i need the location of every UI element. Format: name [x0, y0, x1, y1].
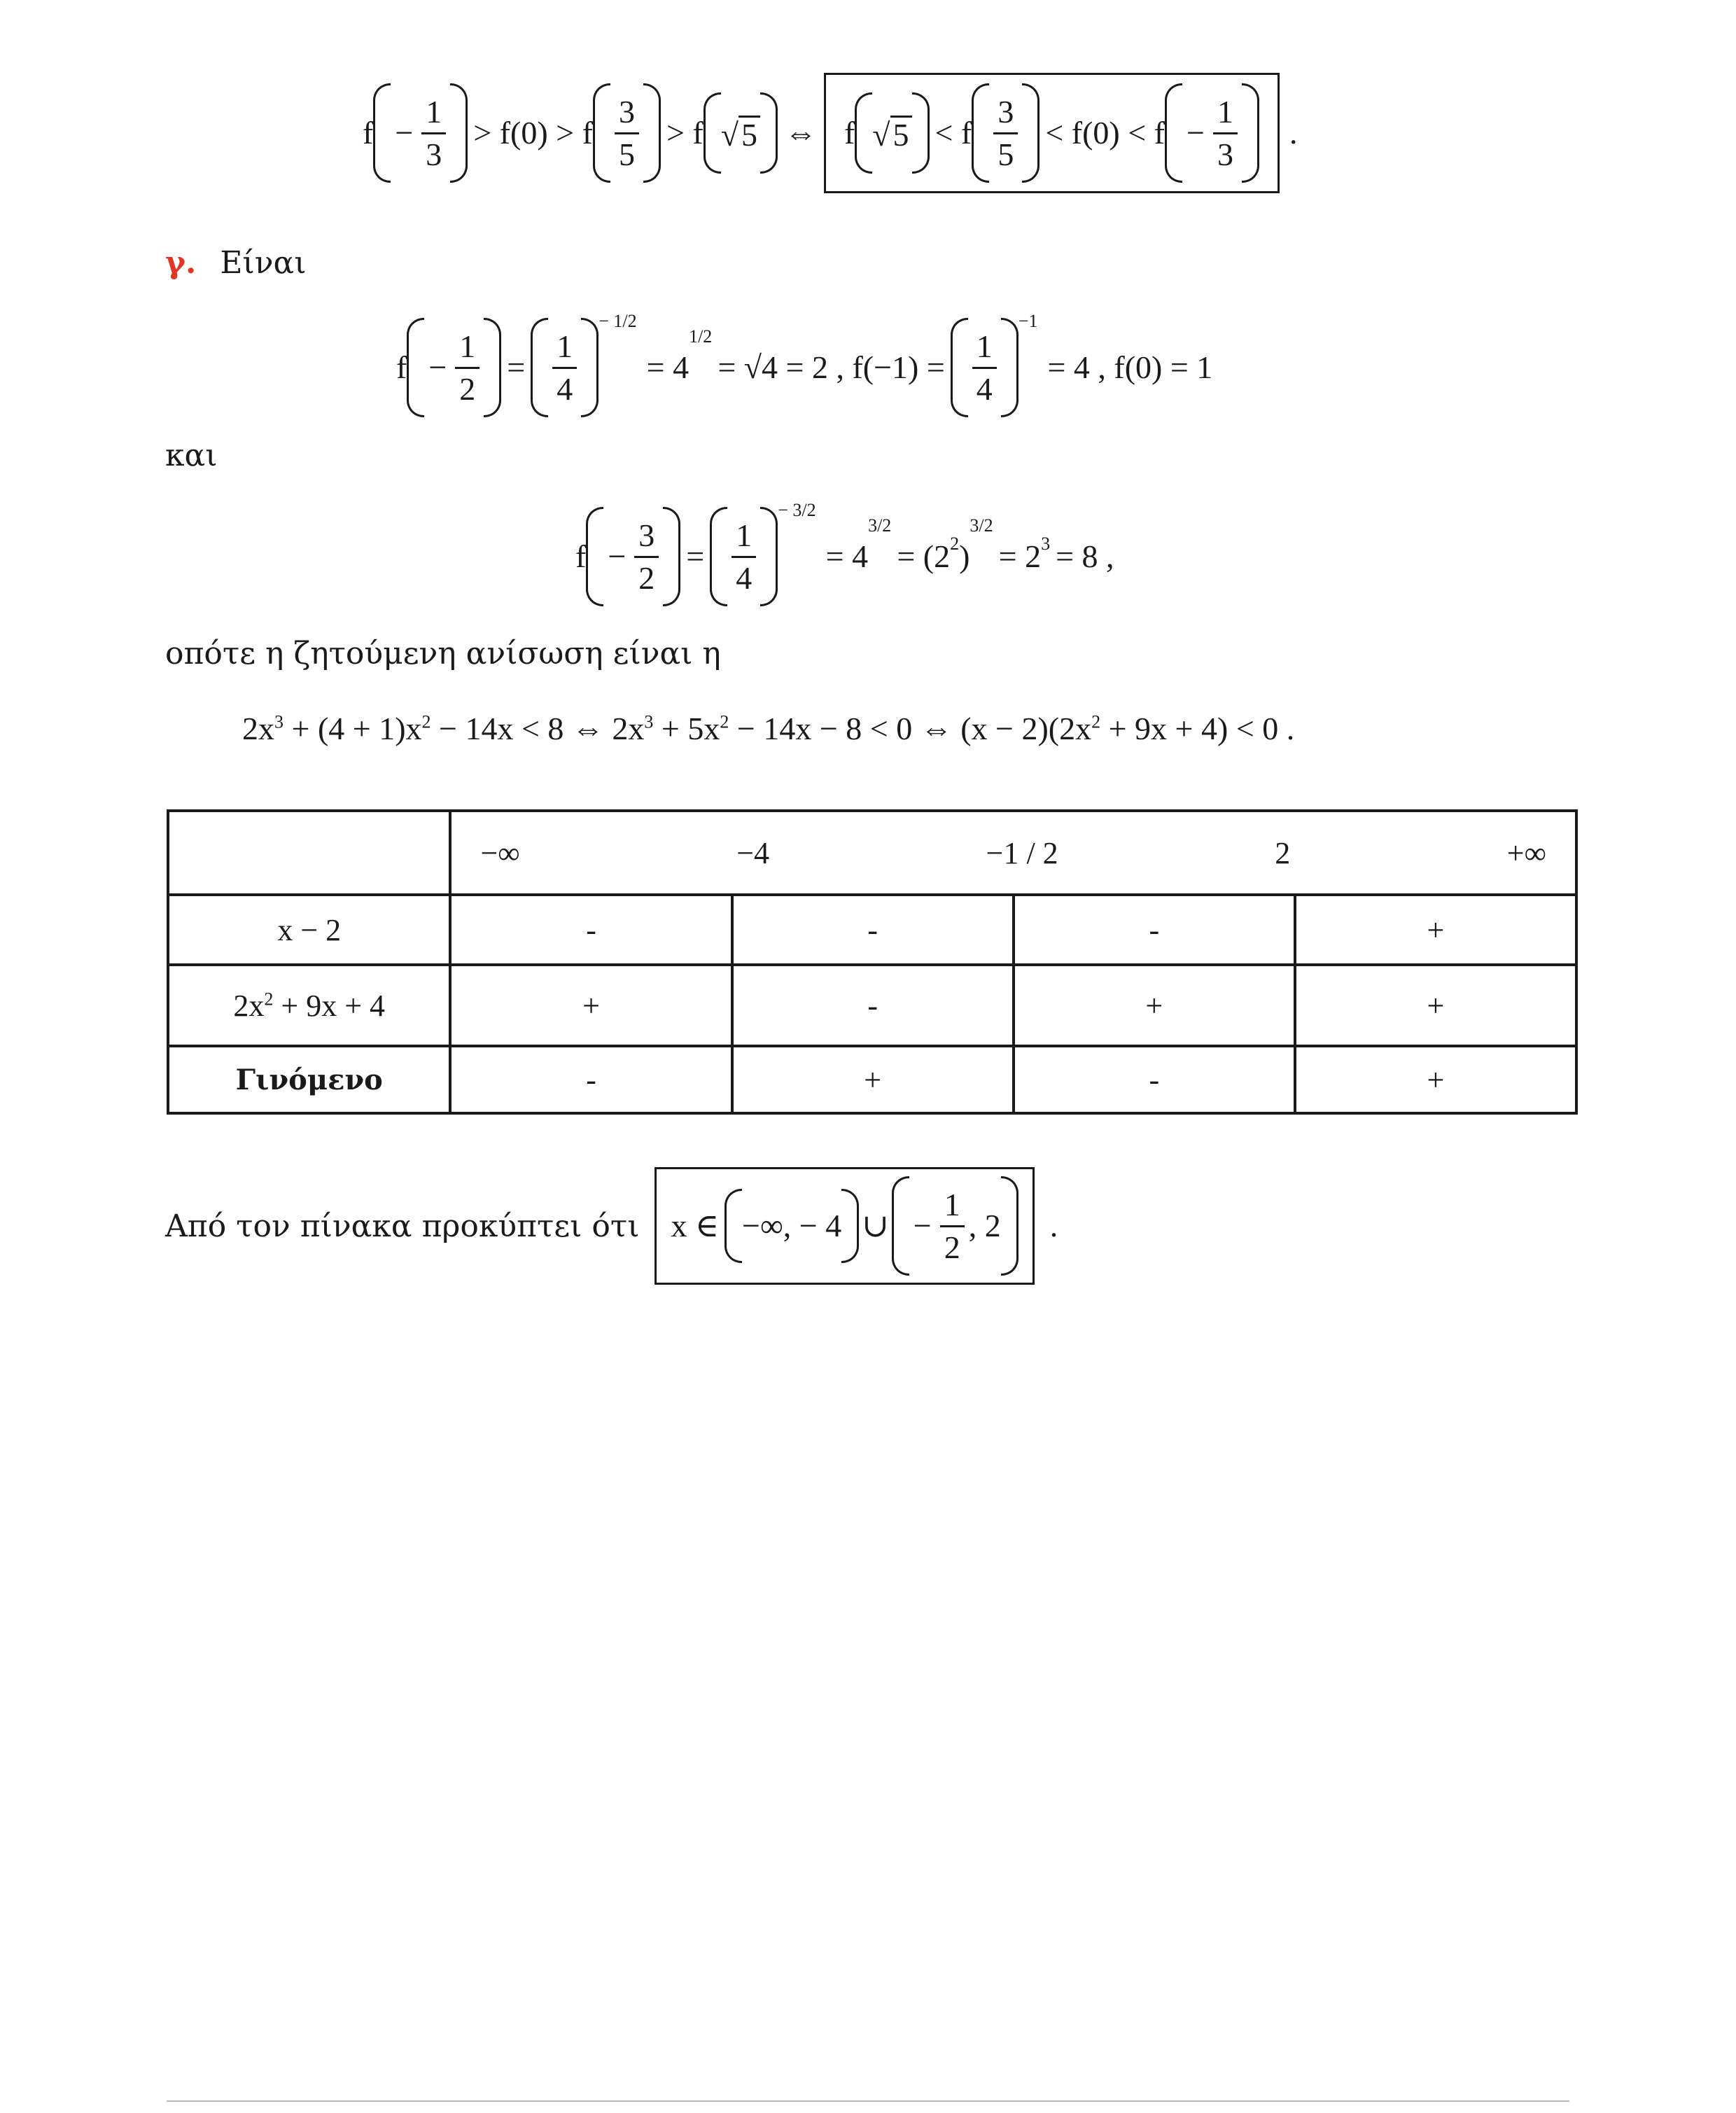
fraction: $\frac{1}{4}$	[552, 330, 577, 405]
conclusion-intro: οπότε η ζητούμενη ανίσωση είναι η	[165, 636, 721, 671]
sqrt: √ 5	[721, 116, 760, 151]
table-row	[168, 895, 1576, 965]
part-label: γ.	[165, 245, 197, 281]
header-two: 2	[1275, 835, 1291, 870]
exponent: − 1/2	[598, 311, 637, 331]
paren-left	[704, 92, 721, 174]
minus-sign: −	[395, 115, 414, 151]
row-label: $2x^2 + 9x + 4$	[168, 965, 450, 1046]
sign-cell: +	[1295, 965, 1576, 1046]
row-label: x − 2	[168, 895, 450, 965]
fraction: $\frac{1}{3}$	[1213, 96, 1238, 171]
sign-cell: +	[1014, 965, 1295, 1046]
paren-right	[450, 83, 468, 183]
sign-cell: -	[732, 965, 1014, 1046]
exponent: 1/2	[689, 326, 713, 347]
table-row	[168, 1046, 1576, 1113]
sign-table	[167, 809, 1578, 1115]
header-pos-infinity: +∞	[1506, 835, 1546, 870]
fraction: $\frac{3}{5}$	[615, 96, 639, 171]
inequality-equation: $2x^3 + (4 + 1)x^2 - 14x < 8$ ⇔ $2x^3 + 5x^2 - 14x - 8 < 0$ ⇔ $(x - 2)(2x^2 + 9x + 4) < 0$ .	[242, 711, 1295, 746]
header-neg-half: −1 / 2	[986, 835, 1058, 870]
connector-kai: και	[165, 438, 218, 473]
header-neg-four: −4	[736, 835, 770, 870]
sign-cell: +	[1295, 1046, 1576, 1113]
footer-rule	[167, 2100, 1569, 2102]
fraction: $\frac{1}{2}$	[455, 330, 479, 405]
period: .	[1289, 115, 1298, 151]
fraction: $\frac{1}{4}$	[972, 330, 997, 405]
exponent: 3	[1041, 534, 1051, 554]
sign-cell: +	[450, 965, 732, 1046]
sign-cell: +	[732, 1046, 1014, 1113]
table-header-row	[168, 811, 1576, 895]
comparison-text: > f(0) > f	[473, 115, 593, 151]
comparison-text: > f	[666, 115, 704, 151]
exponent: −1	[1018, 311, 1038, 331]
sign-cell: -	[450, 1046, 732, 1113]
exponent: 2	[950, 534, 960, 554]
period: .	[1049, 1208, 1058, 1243]
sign-cell: -	[732, 895, 1014, 965]
evaluation-equation: f − $\frac{1}{2}$ = $\frac{1}{4}$ $^{- 1/2}$ = 4 1/2 = √4 = 2 , f(−1) = $\frac{1}{4}$ $^{-1}$ = 4 , f(0) = 1	[396, 308, 1212, 427]
ordering-equation	[363, 70, 1297, 196]
fraction: $\frac{3}{5}$	[993, 96, 1018, 171]
exponent: 3/2	[868, 515, 892, 536]
iff-symbol: ⇔	[784, 115, 817, 151]
part-intro: Είναι	[220, 245, 307, 281]
evaluation-equation-2: f − $\frac{3}{2}$ = $\frac{1}{4}$ $^{- 3/2}$ = 4 3/2 = (2 $^2$ ) 3/2 = 2 $^3$ = 8 ,	[575, 497, 1114, 616]
sign-cell: -	[1014, 895, 1295, 965]
boxed-answer: x ∈ −∞, − 4 ∪ − $\frac{1}{2}$ , 2	[654, 1167, 1034, 1285]
paren-left	[593, 83, 610, 183]
fraction: $\frac{1}{3}$	[421, 96, 446, 171]
fraction: $\frac{1}{2}$	[940, 1189, 965, 1264]
part-gamma-heading	[165, 245, 306, 281]
table-corner-cell	[168, 811, 450, 895]
exponent: 3/2	[969, 515, 993, 536]
paren-right	[760, 92, 778, 174]
paren-right	[643, 83, 661, 183]
fraction: $\frac{1}{4}$	[732, 519, 756, 594]
conclusion-text: Από τον πίνακα προκύπτει ότι	[165, 1208, 640, 1244]
sign-cell: -	[1014, 1046, 1295, 1113]
func-f: f	[363, 115, 374, 151]
exponent: − 3/2	[778, 500, 816, 520]
fraction: $\frac{3}{2}$	[634, 519, 659, 594]
paren-left	[373, 83, 391, 183]
sqrt: √ 5	[872, 116, 911, 151]
row-label: Γινόμενο	[168, 1046, 450, 1113]
header-neg-infinity: −∞	[480, 835, 520, 870]
table-row	[168, 965, 1576, 1046]
conclusion-line	[165, 1168, 1058, 1284]
interval-header	[450, 811, 1576, 895]
sign-cell: +	[1295, 895, 1576, 965]
boxed-result: f √ 5 < f $\frac{3}{5}$ < f(0) < f − $\frac{1}{3}$	[824, 73, 1280, 193]
sign-cell: -	[450, 895, 732, 965]
